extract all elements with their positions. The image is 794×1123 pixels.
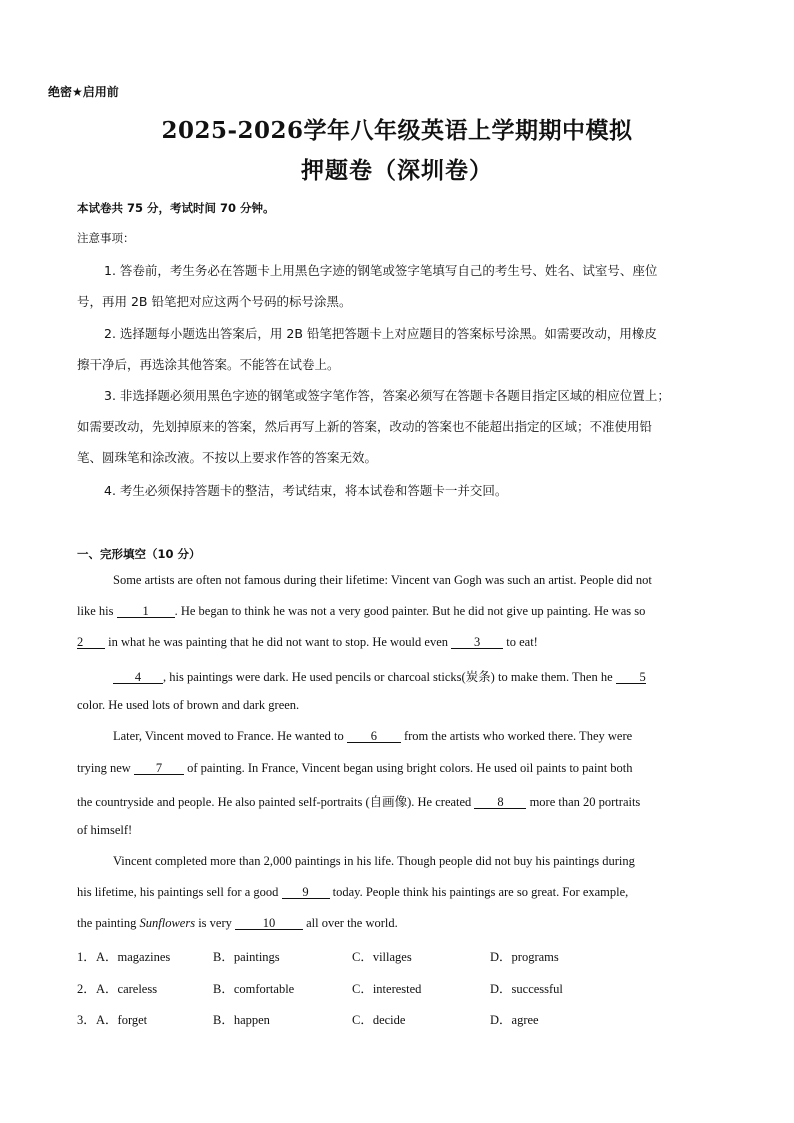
score-time-info: 本试卷共 75 分，考试时间 70 分钟。	[77, 201, 275, 215]
option-c[interactable]: C．interested	[352, 982, 422, 996]
blank-3[interactable]: 3	[451, 636, 503, 649]
option-d[interactable]: D．agree	[490, 1013, 539, 1027]
question-number: 2．	[77, 982, 96, 996]
passage-line: 2 in what he was painting that he did not want to stop. He would even 3 to eat!	[77, 635, 538, 649]
option-a[interactable]: A．magazines	[96, 950, 171, 964]
blank-9[interactable]: 9	[282, 886, 330, 899]
note-3-line-3: 笔、圆珠笔和涂改液。不按以上要求作答的答案无效。	[77, 450, 378, 465]
passage-line: like his 1 . He began to think he was not a very good painter. But he did not give up painting. He was so	[77, 604, 646, 618]
blank-8[interactable]: 8	[474, 796, 526, 809]
passage-line: Some artists are often not famous during their lifetime: Vincent van Gogh was such an artist. People did not	[113, 573, 652, 587]
passage-line: the countryside and people. He also painted self-portraits (自画像). He created 8 more than 20 portraits	[77, 795, 641, 809]
blank-5[interactable]: 5	[616, 671, 646, 684]
notes-heading: 注意事项：	[77, 231, 135, 245]
note-3-line-2: 如需要改动，先划掉原来的答案，然后再写上新的答案，改动的答案也不能超出指定的区域；不准使用铅	[77, 419, 653, 434]
passage-line: Later, Vincent moved to France. He wanted to 6 from the artists who worked there. They were	[113, 729, 633, 743]
question-number: 3．	[77, 1013, 96, 1027]
passage-line: his lifetime, his paintings sell for a good 9 today. People think his paintings are so great. For example,	[77, 885, 629, 899]
passage-line: Vincent completed more than 2,000 paintings in his life. Though people did not buy his paintings during	[113, 854, 635, 868]
passage-line: color. He used lots of brown and dark green.	[77, 698, 300, 712]
exam-title: 2025-2026学年八年级英语上学期期中模拟	[161, 117, 633, 144]
note-1-line-1: 1. 答卷前，考生务必在答题卡上用黑色字迹的钢笔或签字笔填写自己的考生号、姓名、试室号、座位	[104, 263, 658, 278]
painting-title: Sunflowers	[139, 916, 196, 930]
blank-1[interactable]: 1	[117, 605, 175, 618]
passage-line: the painting Sunflowers is very 10 all over the world.	[77, 916, 398, 930]
passage-line: trying new 7 of painting. In France, Vincent began using bright colors. He used oil paints to paint both	[77, 761, 633, 775]
option-c[interactable]: C．villages	[352, 950, 412, 964]
note-4-line-1: 4. 考生必须保持答题卡的整洁，考试结束，将本试卷和答题卡一并交回。	[104, 483, 508, 498]
option-c[interactable]: C．decide	[352, 1013, 406, 1027]
note-2-line-2: 擦干净后，再选涂其他答案。不能答在试卷上。	[77, 357, 340, 372]
option-d[interactable]: D．programs	[490, 950, 559, 964]
note-1-line-2: 号，再用 2B 铅笔把对应这两个号码的标号涂黑。	[77, 294, 352, 309]
option-a[interactable]: A．forget	[96, 1013, 148, 1027]
question-number: 1．	[77, 950, 96, 964]
passage-line: of himself!	[77, 823, 133, 837]
blank-7[interactable]: 7	[134, 762, 184, 775]
blank-4[interactable]: 4	[113, 671, 163, 684]
option-b[interactable]: B．paintings	[213, 950, 280, 964]
note-2-line-1: 2. 选择题每小题选出答案后，用 2B 铅笔把答题卡上对应题目的答案标号涂黑。如需要改动，用橡皮	[104, 326, 657, 341]
exam-subtitle: 押题卷（深圳卷）	[301, 157, 493, 184]
blank-10[interactable]: 10	[235, 917, 303, 930]
section-heading: 一、完形填空（10 分）	[77, 547, 201, 561]
option-b[interactable]: B．comfortable	[213, 982, 295, 996]
option-b[interactable]: B．happen	[213, 1013, 270, 1027]
confidential-mark: 绝密★启用前	[48, 85, 119, 99]
note-3-line-1: 3. 非选择题必须用黑色字迹的钢笔或签字笔作答，答案必须写在答题卡各题目指定区域的相应位置上；	[104, 388, 670, 403]
option-d[interactable]: D．successful	[490, 982, 563, 996]
blank-6[interactable]: 6	[347, 730, 401, 743]
blank-2[interactable]: 2	[77, 636, 105, 649]
passage-line: 4 , his paintings were dark. He used pencils or charcoal sticks(炭条) to make them. Then he 5	[113, 667, 646, 685]
option-a[interactable]: A．careless	[96, 982, 158, 996]
